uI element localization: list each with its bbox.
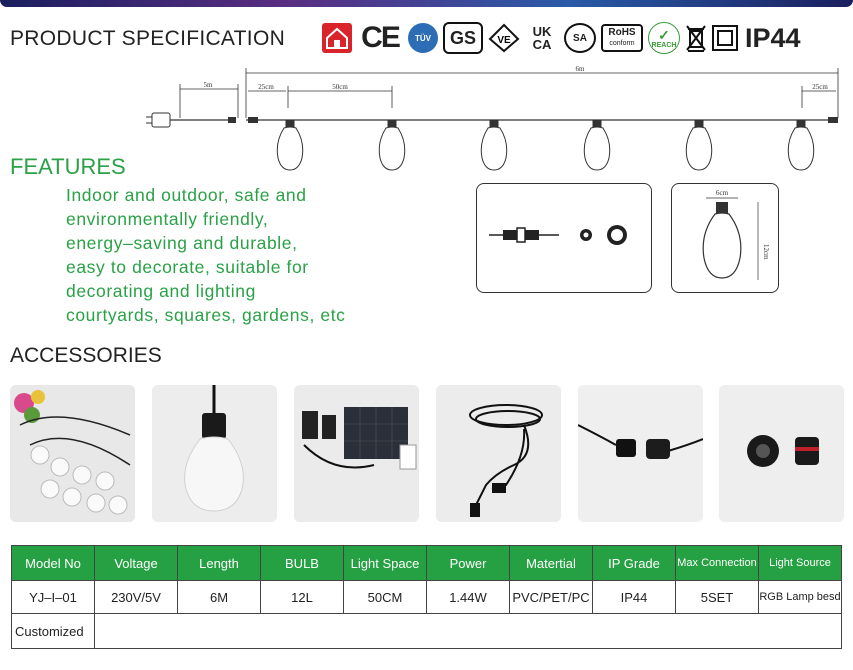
bulb-icon (481, 120, 507, 170)
ukca-mark (525, 22, 559, 54)
tuv-mark: TÜV (408, 23, 438, 53)
connector-detail-box (476, 183, 652, 293)
ce-mark: CE (361, 21, 399, 54)
features-heading: FEATURES (10, 154, 126, 179)
bulb-icon (686, 120, 712, 170)
ip-rating: IP44 (745, 22, 801, 53)
header-bulb: BULB (261, 546, 344, 581)
value-model-no: YJ–I–01 (12, 581, 95, 614)
value-material: PVC/PET/PC (510, 581, 593, 614)
header-power: Power (427, 546, 510, 581)
weee-icon (685, 23, 707, 53)
lead-left-label: 25cm (258, 83, 274, 91)
ukca-line-2: CA (532, 37, 552, 52)
accessories-heading: ACCESSORIES (10, 344, 162, 367)
certification-marks (322, 20, 801, 56)
lead-right-label: 25cm (812, 83, 828, 91)
feature-line: easy to decorate, suitable for (66, 257, 309, 277)
value-light-source: RGB Lamp besd (759, 581, 842, 614)
feature-line: Indoor and outdoor, safe and (66, 185, 307, 205)
customized-value (95, 614, 842, 649)
features-list (66, 183, 346, 327)
spec-table-header-row (12, 546, 842, 581)
svg-text:VE: VE (497, 35, 511, 46)
home-cert-icon (322, 23, 352, 53)
bulb-icon (379, 120, 405, 170)
feature-line: courtyards, squares, gardens, etc (66, 305, 346, 325)
header-voltage: Voltage (95, 546, 178, 581)
rohs-line-1: RoHS (608, 27, 636, 38)
bulb-icon (584, 120, 610, 170)
total-length-label: 6m (575, 65, 585, 73)
bulb-width-label: 6cm (715, 189, 729, 197)
accessories-gallery (10, 385, 844, 522)
end-cap-photo (719, 385, 844, 522)
reach-mark: ✓ REACH (648, 22, 680, 54)
header-light-source: Light Source (759, 546, 842, 581)
ukca-line-1: UK (532, 24, 552, 39)
bulb-spacing-label: 50cm (332, 83, 348, 91)
spec-table (11, 545, 842, 649)
bulb-height-label: 12cm (762, 244, 770, 260)
bulb-size-detail-box (671, 183, 779, 293)
ve-mark (488, 23, 520, 53)
string-lights-photo (10, 385, 135, 522)
gs-mark: GS (443, 22, 483, 54)
csa-mark: SA (564, 23, 596, 53)
value-length: 6M (178, 581, 261, 614)
bulb-icon (788, 120, 814, 170)
header-light-space: Light Space (344, 546, 427, 581)
plug-cable-length-label: 5m (203, 81, 213, 89)
connector-photo (578, 385, 703, 522)
value-light-space: 50CM (344, 581, 427, 614)
top-banner-bar (0, 0, 853, 7)
value-bulb: 12L (261, 581, 344, 614)
value-max-connection: 5SET (676, 581, 759, 614)
solar-panel-kit-photo (294, 385, 419, 522)
bulb-photo (152, 385, 277, 522)
page-title: PRODUCT SPECIFICATION (10, 27, 286, 50)
header-max-connection: Max Connection (676, 546, 759, 581)
header-ip-grade: IP Grade (593, 546, 676, 581)
header-length: Length (178, 546, 261, 581)
feature-line: decorating and lighting (66, 281, 256, 301)
rohs-mark (601, 24, 643, 52)
feature-line: environmentally friendly, (66, 209, 269, 229)
reach-label: REACH (651, 41, 677, 49)
value-power: 1.44W (427, 581, 510, 614)
class-ii-icon (712, 25, 738, 51)
extension-cable-photo (436, 385, 561, 522)
value-voltage: 230V/5V (95, 581, 178, 614)
value-ip-grade: IP44 (593, 581, 676, 614)
string-light-diagram (0, 60, 853, 180)
header-material: Matertial (510, 546, 593, 581)
feature-line: energy–saving and durable, (66, 233, 298, 253)
spec-table-values-row (12, 581, 842, 614)
spec-table-custom-row (12, 614, 842, 649)
bulb-icon (277, 120, 303, 170)
header-model-no: Model No (12, 546, 95, 581)
power-adapter-icon (146, 113, 236, 127)
rohs-line-2: conform (609, 40, 635, 47)
customized-label: Customized (12, 614, 95, 649)
